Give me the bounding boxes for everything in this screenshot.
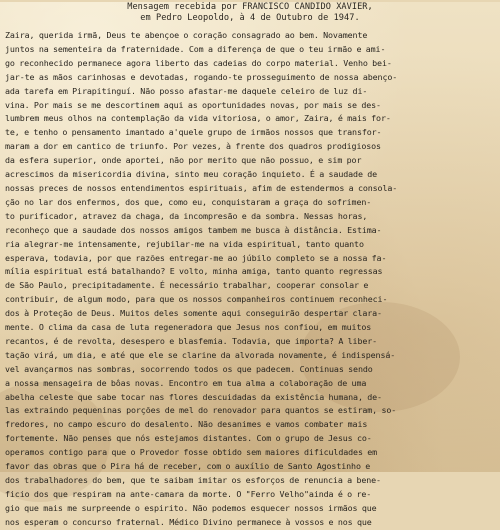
text-line: fortemente. Não penses que nós estejamos distantes. Com o grupo de Jesus co- [5,433,372,444]
text-line: to purificador, atravez da chaga, da incompresão e da sombra. Nessas horas, [5,210,368,221]
text-line: go reconhecido permanece agora liberto das cadeias do corpo material. Venho bei- [5,57,392,68]
text-line: vel avançarmos nas sombras, socorrendo todos os que padecem. Continuas sendo [5,363,373,374]
text-line: nos esperam o concurso fraternal. Médico Divino permanece à vossos e nos que [5,516,372,527]
text-line: ficio dos que respiram na ante-camara da morte. O "Ferro Velho"ainda é o re- [5,488,372,499]
text-line: ria alegrar-me intensamente, rejubilar-me na vida espiritual, tanto quanto [5,238,364,249]
text-line: acrescimos da misericordia divina, sinto meu coração inquieto. É a saudade de [5,169,378,180]
document-page [0,2,500,527]
text-line: fredores, no campo escuro do desalento. Não desanimes e vamos combater mais [5,419,368,430]
text-line: esperava, todavia, por que razões entregar-me ao júbilo completo se a nossa fa- [5,252,387,263]
text-line: reconheço que a saudade dos nossos amigos tambem me busca à distância. Estima- [5,224,382,235]
text-line: da esfera superior, onde aportei, não por merito que não possuo, e sim por [5,155,362,166]
text-line: favor das obras que o Pira há de receber, com o auxílio de Santo Agostinho e [5,461,371,472]
text-line: de São Paulo, precipitadamente. É necessário trabalhar, cooperar consolar e [5,280,369,291]
text-line: gio que mais me surpreende o espirito. Não podemos esquecer nossos irmãos que [5,502,377,513]
header-line-1: Mensagem recebida por FRANCISCO CANDIDO XAVIER, [127,2,373,12]
text-line: mília espiritual está batalhando? E volto, minha amiga, tanto quanto regressas [5,266,383,277]
text-line: contribuir, de algum modo, para que os nossos companheiros continuem reconheci- [5,294,388,305]
message-body [5,29,497,530]
text-line: te, e tenho o pensamento imantado a'quele grupo de irmãos nossos que transfor- [5,127,382,138]
text-line: ada tarefa em Pirapitinguí. Não posso afastar-me daquele celeiro de luz di- [5,85,368,96]
text-line: maram a dor em cantico de triunfo. Por vezes, à frente dos quadros prodigiosos [5,141,381,152]
text-line: dos trabalhadores do bem, que te saibam imitar os esforços de renuncia a bene- [5,475,381,485]
text-line: nossas preces de nossos entendimentos espirituais, afim de estendermos a consola- [5,182,398,193]
text-line: vina. Por mais se me descortinem aqui as oportunidades novas, por mais se des- [5,99,381,110]
text-line: a nossa mensageira de bôas novas. Encontro em tua alma a colaboração de uma [5,377,367,388]
text-line: lumbrem meus olhos na contemplação da vida vitoriosa, o amor, Zaira, é mais for- [5,113,391,124]
text-line: operamos contigo para que o Provedor fosse obtido sem maiores dificuldades em [5,447,378,458]
text-line: mente. O clima da casa de luta regeneradora que Jesus nos confiou, em muitos [5,322,372,333]
text-line: juntos na sementeira da fraternidade. Com a diferença de que o teu irmão e ami- [5,43,386,54]
text-line: recantos, é de revolta, desespero e blasfemia. Todavia, que importa? A liber- [5,335,378,346]
header-line-2: em Pedro Leopoldo, à 4 de Outubro de 1947. [140,13,360,23]
message-header [0,2,500,24]
text-line: las extraindo pequeninas porções de mel do renovador para quantos se estiram, so- [5,405,397,416]
text-line: tação virá, um dia, e até que ele se clarine da alvorada novamente, é indispensá- [5,349,396,360]
text-line: abelha celeste que sabe tocar nas flores descuidadas da existência humana, de- [5,391,382,402]
text-line: ção no lar dos enfermos, dos que, como eu, conquistaram a graça do sofrimen- [5,196,372,207]
text-line: dos à Proteção de Deus. Muitos deles somente aqui conseguirão despertar clara- [5,308,382,319]
text-line: Zaira, querida irmã, Deus te abençoe o coração consagrado ao bem. Novamente [5,30,368,40]
text-line: jar-te as mãos carinhosas e devotadas, rogando-te prosseguimento de nossa abenço- [5,71,398,82]
